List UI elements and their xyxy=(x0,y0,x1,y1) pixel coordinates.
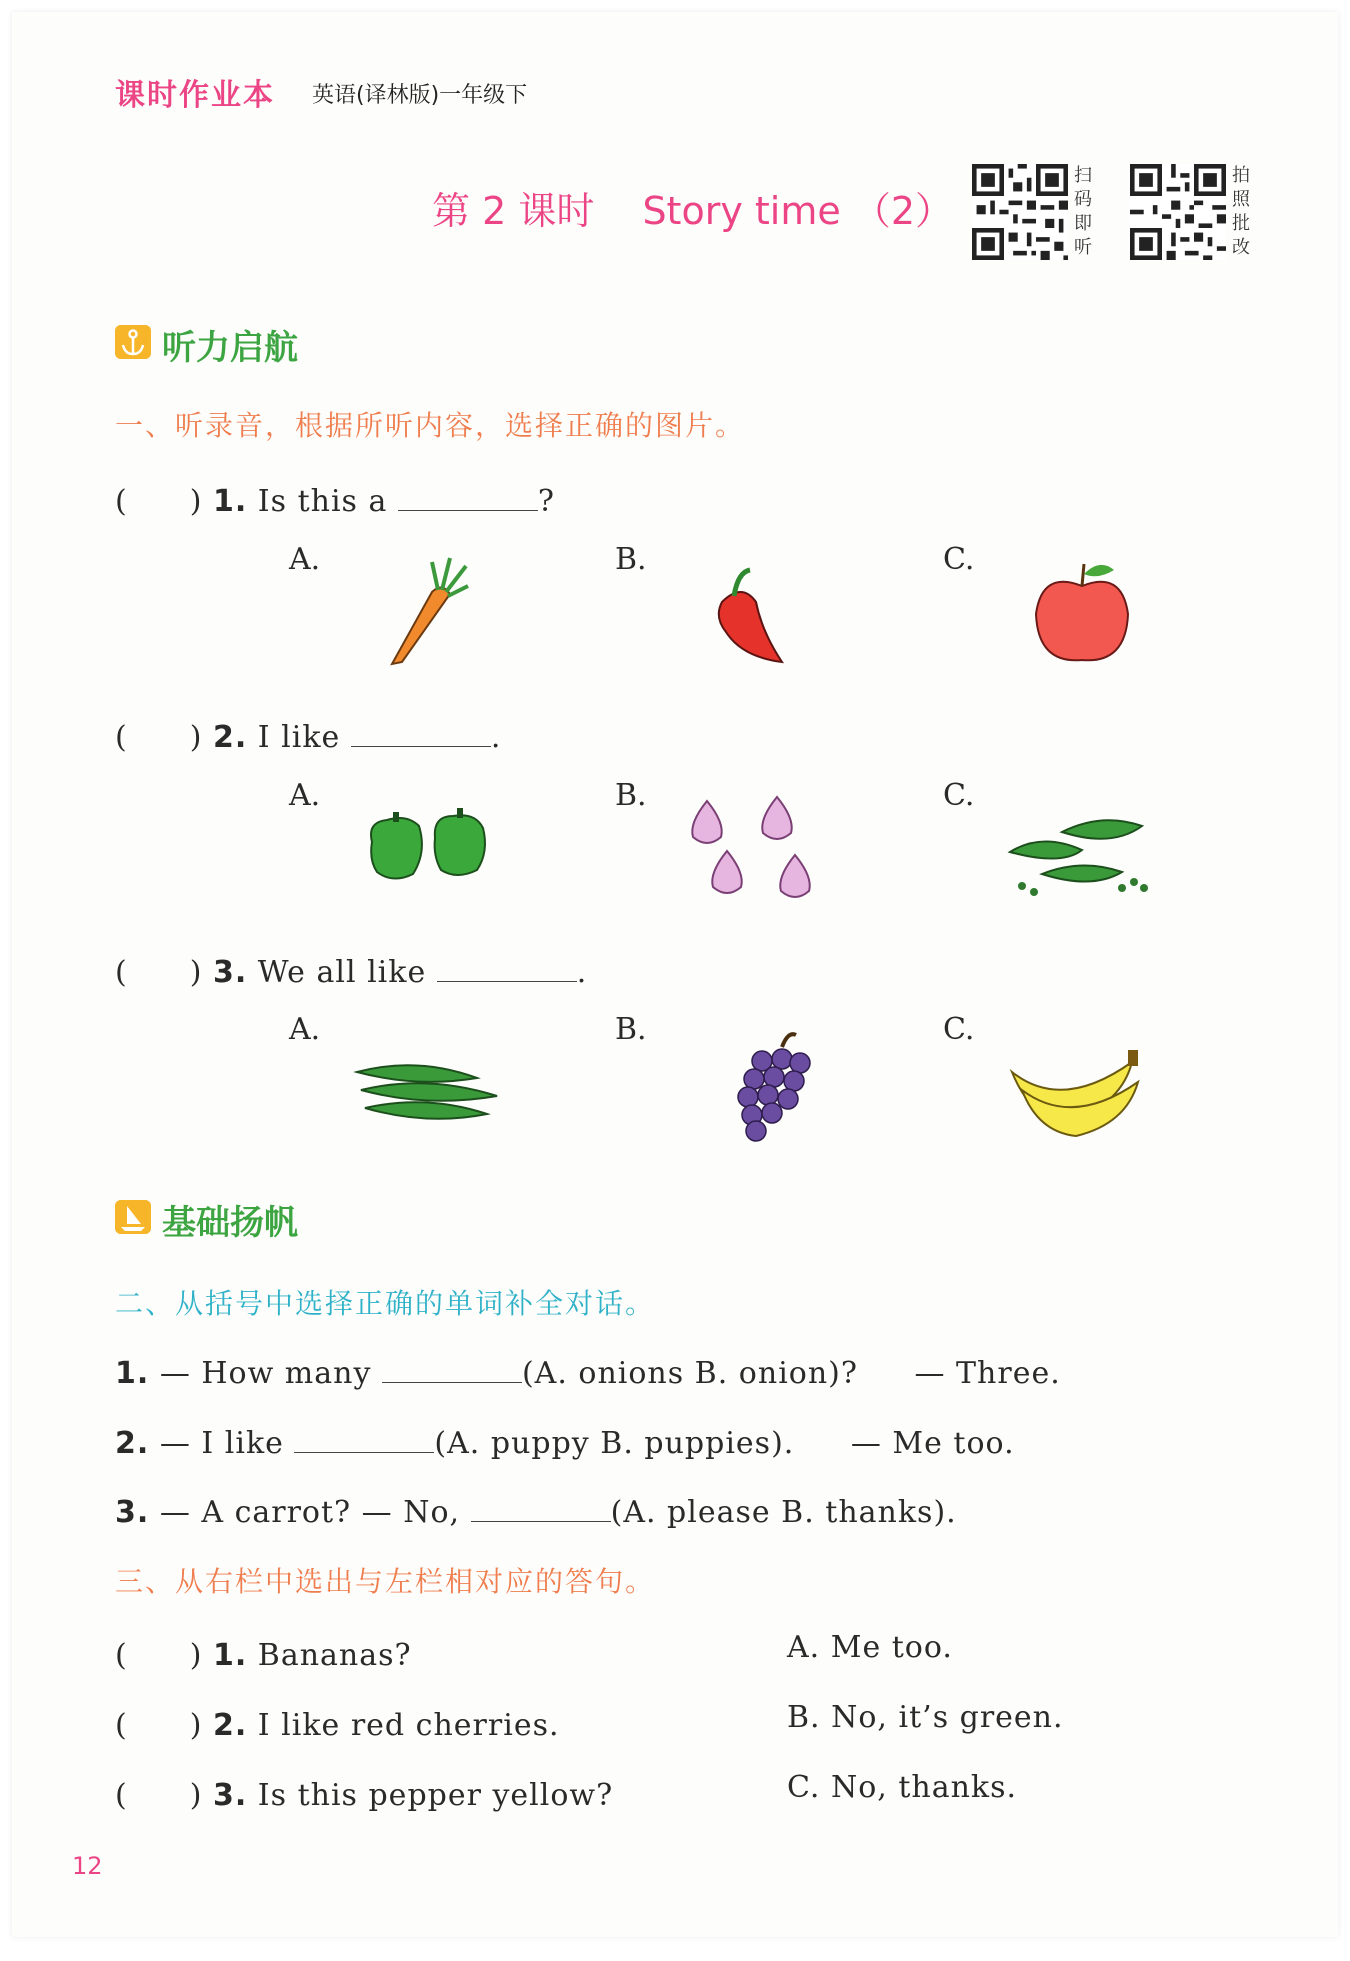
option-letter: B. xyxy=(615,778,647,813)
carrot-icon xyxy=(362,552,522,672)
grapes-icon xyxy=(692,1027,852,1147)
question-text: Bananas? xyxy=(257,1638,412,1673)
question-number: 1. xyxy=(212,484,248,519)
question-punct: . xyxy=(576,955,588,990)
onions-icon xyxy=(667,787,837,912)
question-number: 3. xyxy=(212,1778,248,1813)
option-letter: B. xyxy=(615,1012,647,1047)
option-letter: A. xyxy=(289,542,321,577)
option-letter: A. xyxy=(289,778,321,813)
qr-code-icon xyxy=(972,164,1068,260)
section1-title: 听力启航 xyxy=(162,328,298,368)
question-number: 1. xyxy=(212,1638,248,1673)
page-number: 12 xyxy=(72,1852,103,1880)
question-punct: ? xyxy=(537,484,556,519)
lesson-number: 第 2 课时 xyxy=(432,189,595,233)
question-reply: — Me too. xyxy=(850,1426,1015,1461)
question-punct: . xyxy=(490,720,502,755)
question-text: Is this pepper yellow? xyxy=(257,1778,614,1813)
answer-blank[interactable] xyxy=(398,480,538,511)
beans-icon xyxy=(347,1032,507,1152)
apple-icon xyxy=(1002,552,1162,672)
answer-paren[interactable]: ( ) xyxy=(115,1638,203,1673)
s2-question-1 xyxy=(115,1352,1061,1391)
question-text: — I like xyxy=(159,1426,284,1461)
option-letter: B. xyxy=(615,542,647,577)
beans-icon xyxy=(1002,792,1162,912)
question-text: I like red cherries. xyxy=(257,1708,560,1743)
answer-paren[interactable]: ( ) xyxy=(115,720,203,755)
s3-right-c: C. No, thanks. xyxy=(787,1770,1018,1805)
option-letter: C. xyxy=(943,1012,975,1047)
answer-blank[interactable] xyxy=(437,951,577,982)
section2-title: 基础扬帆 xyxy=(162,1203,298,1243)
s3-left-2 xyxy=(115,1700,560,1744)
question-text: Is this a xyxy=(257,484,388,519)
answer-paren[interactable]: ( ) xyxy=(115,1778,203,1813)
s3-right-b: B. No, it’s green. xyxy=(787,1700,1064,1735)
section2-instruction: 二、从括号中选择正确的单词补全对话。 xyxy=(115,1287,656,1320)
answer-paren[interactable]: ( ) xyxy=(115,955,203,990)
s2-question-3 xyxy=(115,1491,957,1530)
section3-instruction: 三、从右栏中选出与左栏相对应的答句。 xyxy=(115,1565,656,1598)
question-number: 2. xyxy=(212,720,248,755)
sailboat-icon xyxy=(115,1200,151,1234)
bananas-icon xyxy=(1002,1032,1162,1152)
red-pepper-icon xyxy=(672,562,832,682)
option-letter: C. xyxy=(943,542,975,577)
brand-title: 课时作业本 xyxy=(115,78,275,113)
anchor-icon xyxy=(115,325,151,359)
question-text: — A carrot? — No, xyxy=(159,1495,461,1530)
lesson-name: Story time （2） xyxy=(642,189,954,233)
question-choices: (A. onions B. onion)? xyxy=(521,1356,858,1391)
question-reply: — Three. xyxy=(914,1356,1061,1391)
question-number: 3. xyxy=(212,955,248,990)
question-number: 3. xyxy=(115,1495,150,1530)
answer-blank[interactable] xyxy=(471,1491,611,1522)
answer-blank[interactable] xyxy=(294,1422,434,1453)
qr-grade-label: 拍照批改 xyxy=(1232,165,1250,258)
s3-left-3 xyxy=(115,1770,613,1814)
option-letter: A. xyxy=(289,1012,321,1047)
section1-instruction: 一、听录音，根据所听内容，选择正确的图片。 xyxy=(115,409,746,442)
book-subtitle: 英语(译林版)一年级下 xyxy=(312,83,528,108)
qr-listen[interactable] xyxy=(972,164,1068,264)
lesson-title xyxy=(432,180,953,235)
question-text: We all like xyxy=(257,955,427,990)
question-choices: (A. puppy B. puppies). xyxy=(434,1426,795,1461)
question-number: 2. xyxy=(115,1426,150,1461)
qr-grade[interactable] xyxy=(1130,164,1226,264)
question-choices: (A. please B. thanks). xyxy=(610,1495,957,1530)
s1-question-3 xyxy=(115,947,587,991)
s3-right-a: A. Me too. xyxy=(787,1630,953,1665)
answer-blank[interactable] xyxy=(382,1352,522,1383)
answer-paren[interactable]: ( ) xyxy=(115,484,203,519)
s1-question-2 xyxy=(115,712,501,756)
s2-question-2 xyxy=(115,1422,1015,1461)
worksheet-page xyxy=(12,12,1338,1937)
option-letter: C. xyxy=(943,778,975,813)
question-text: I like xyxy=(257,720,341,755)
s3-left-1 xyxy=(115,1630,412,1674)
qr-code-icon xyxy=(1130,164,1226,260)
question-text: — How many xyxy=(159,1356,372,1391)
answer-paren[interactable]: ( ) xyxy=(115,1708,203,1743)
green-peppers-icon xyxy=(357,792,517,912)
qr-listen-label: 扫码即听 xyxy=(1074,165,1092,258)
s1-question-1 xyxy=(115,476,555,520)
question-number: 1. xyxy=(115,1356,150,1391)
answer-blank[interactable] xyxy=(351,716,491,747)
question-number: 2. xyxy=(212,1708,248,1743)
